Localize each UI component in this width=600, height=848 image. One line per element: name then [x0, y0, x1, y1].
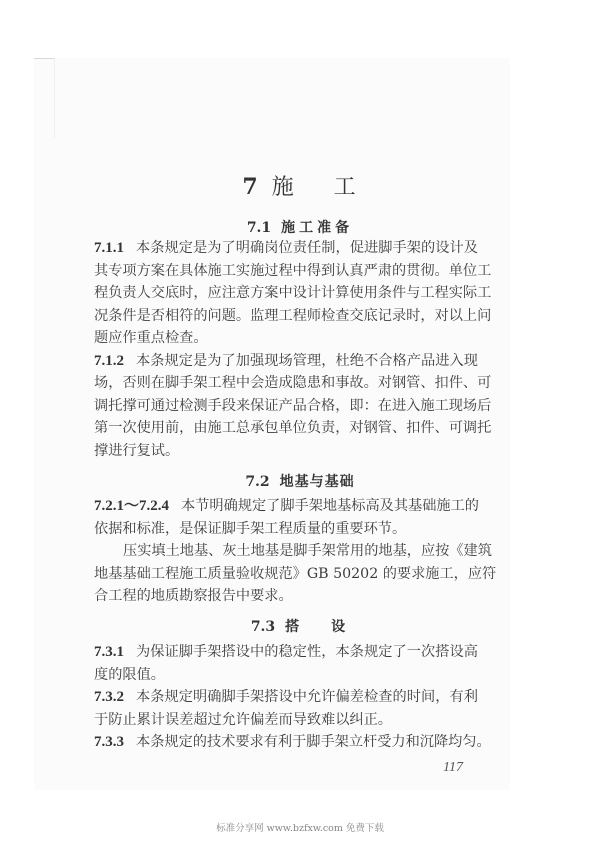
clause-7-3-1-line-1 [94, 641, 478, 663]
clause-text: 为保证脚手架搭设中的稳定性，本条规定了一次搭设高 [136, 644, 478, 660]
section-title-part2: 设 [331, 619, 350, 635]
clause-7-2-1-line-3: 压实填土地基、灰土地基是脚手架常用的地基，应按《建筑 [123, 543, 492, 559]
clause-7-2-1-line-4: 地基基础工程施工质量验收规范》GB 50202 的要求施工，应符 [94, 565, 497, 582]
clause-number: 7.3.1 [94, 644, 124, 660]
clause-number: 7.2.1～7.2.4 [94, 498, 170, 514]
clause-7-1-2-line-3: 调托撑可通过检测手段来保证产品合格，即：在进入施工现场后 [94, 397, 492, 414]
section-title-7-3 [0, 616, 600, 636]
clause-text: 本条规定明确脚手架搭设中允许偏差检查的时间，有利 [136, 689, 478, 705]
section-number: 7.1 [246, 220, 272, 236]
chapter-title-part2: 工 [333, 175, 358, 200]
clause-text: 本条规定的技术要求有利于脚手架立杆受力和沉降均匀。 [136, 734, 491, 750]
clause-7-1-1-line-4: 况条件是否相符的问题。监理工程师检查交底记录时，对以上问 [94, 307, 492, 324]
clause-7-1-1-line-3: 程负责人交底时，应注意方案中设计计算使用条件与工程实际工 [94, 285, 492, 301]
section-title-text: 地基与基础 [279, 474, 355, 490]
page-edge-mark [34, 58, 54, 59]
clause-7-3-1-line-2: 度的限值。 [94, 666, 165, 683]
clause-7-3-2-line-2: 于防止累计误差超过允许偏差而导致难以纠正。 [94, 711, 392, 728]
chapter-title [0, 170, 600, 201]
chapter-number: 7 [242, 174, 260, 200]
clause-7-1-1-line-1 [94, 237, 478, 259]
clause-7-1-1-line-5: 题应作重点检查。 [94, 330, 208, 346]
clause-number: 7.3.2 [94, 689, 124, 705]
section-number: 7.2 [245, 474, 270, 490]
clause-number: 7.3.3 [94, 734, 124, 750]
clause-7-1-2-line-5: 撑进行复试。 [94, 442, 180, 459]
clause-text: 本条规定是为了明确岗位责任制，促进脚手架的设计及 [136, 240, 478, 256]
clause-text: 本节明确规定了脚手架地基标高及其基础施工的 [181, 498, 479, 514]
watermark-footer: 标准分享网 www.bzfxw.com 免费下载 [216, 823, 384, 834]
clause-7-3-2-line-1 [94, 686, 478, 708]
section-title-text: 施工准备 [281, 220, 354, 236]
section-title-7-1 [0, 217, 600, 237]
chapter-title-part1: 施 [271, 175, 296, 200]
section-title-7-2 [0, 471, 600, 491]
clause-7-1-2-line-2: 场，否则在脚手架工程中会造成隐患和事故。对钢管、扣件、可 [94, 375, 492, 391]
clause-7-1-1-line-2: 其专项方案在具体施工实施过程中得到认真严肃的贯彻。单位工 [94, 262, 492, 279]
page-number: 117 [443, 760, 463, 775]
page-edge-line [54, 58, 55, 138]
clause-number: 7.1.2 [94, 352, 124, 369]
clause-7-3-3-line-1 [94, 731, 491, 753]
clause-text: 本条规定是为了加强现场管理，杜绝不合格产品进入现 [136, 352, 478, 369]
clause-7-2-1-line-2: 依据和标准，是保证脚手架工程质量的重要环节。 [94, 520, 407, 537]
clause-7-2-1-line-5: 合工程的地质勘察报告中要求。 [94, 588, 293, 604]
clause-7-1-2-line-4: 第一次使用前，由施工总承包单位负责，对钢管、扣件、可调托 [94, 420, 492, 436]
section-number: 7.3 [250, 619, 276, 635]
section-title-part1: 搭 [285, 619, 304, 635]
clause-7-1-2-line-1 [94, 350, 478, 372]
clause-7-2-1-line-1 [94, 495, 478, 517]
clause-number: 7.1.1 [94, 240, 124, 256]
